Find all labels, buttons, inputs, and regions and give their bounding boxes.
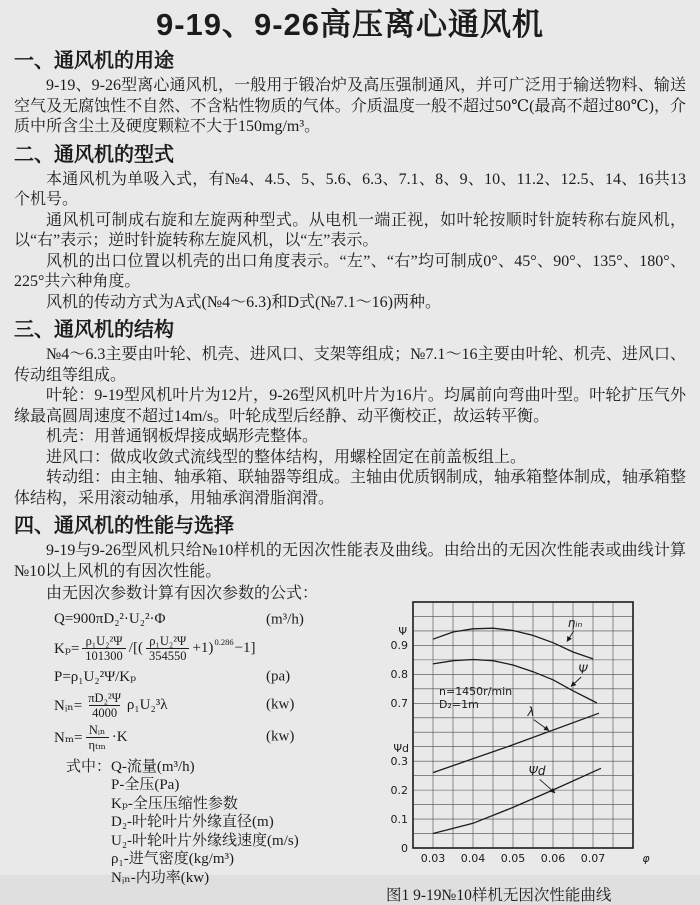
- where-item: Kₚ-全压压缩性参数: [111, 795, 238, 812]
- y-tick-label: 0.3: [390, 755, 408, 768]
- y-tick-label: 0.8: [390, 668, 408, 681]
- formula-nre-lhs: Nₘ=: [54, 729, 83, 746]
- y-axis-lower-label: Ψd: [393, 742, 409, 755]
- section-type-paragraph-3: 风机的出口位置以机壳的出口角度表示。“左”、“右”均可制成0°、45°、90°、135°、180°、225°共六种角度。: [14, 252, 686, 290]
- y-tick-label: 0.9: [390, 639, 408, 652]
- where-item: ρ₁-进气密度(kg/m³): [111, 851, 235, 867]
- formula-kp-fraction-1: $\frac{\text{ρ₁U₂²Ψ}}{101300}$: [82, 634, 126, 663]
- where-block: [66, 758, 380, 888]
- formula-kp-fraction-2: $\frac{\text{ρ₁U₂²Ψ}}{354550}$: [146, 634, 190, 663]
- where-item: Nᵢₙ-内功率(kw): [111, 869, 210, 886]
- section-performance-heading: 四、通风机的性能与选择: [14, 515, 234, 537]
- section-structure-paragraph-1: №4～6.3主要由叶轮、机壳、进风口、支架等组成；№7.1～16主要由叶轮、机壳、进风口、传动组等组成。: [14, 346, 686, 384]
- chart-annotation: n=1450r/min: [439, 685, 513, 699]
- y-tick-label: 0.1: [390, 813, 408, 826]
- x-axis-label: φ: [642, 852, 650, 865]
- formula-column: [14, 584, 380, 905]
- chart-series-psid: [433, 768, 601, 833]
- curve-label-arrow: [571, 677, 581, 687]
- section-structure: [14, 318, 686, 509]
- formula-kp: [54, 634, 380, 663]
- x-tick-label: 0.06: [540, 852, 566, 865]
- section-structure-paragraph-3: 机壳：用普通钢板焊接成蜗形壳整体。: [46, 428, 319, 445]
- chart-caption: 图1 9-19№10样机无因次性能曲线: [386, 887, 612, 904]
- where-item: P-全压(Pa): [111, 777, 180, 793]
- chart-annotation: D₂=1m: [439, 697, 479, 711]
- formula-nre-unit: (kw): [266, 728, 295, 745]
- x-tick-label: 0.04: [460, 852, 486, 865]
- where-intro: 式中：: [66, 758, 112, 775]
- formula-kp-tail: +1): [192, 639, 214, 656]
- section-usage-paragraph: 9-19、9-26型离心通风机，一般用于锻冶炉及高压强制通风，并可广泛用于输送物料、输送空气及无腐蚀性不自然、不含粘性物质的气体。介质温度一般不超过50℃(最高不超过80℃)，介质中所含尘土及硬度颗粒不大于150mg/m³。: [14, 77, 686, 135]
- section-type: [14, 143, 686, 314]
- doc-title: 9-19、9-26高压离心通风机: [155, 7, 545, 42]
- formula-kp-expression: [54, 634, 256, 663]
- section-usage: [14, 49, 686, 138]
- section-structure-paragraph-5: 转动组：由主轴、轴承箱、联轴器等组成。主轴由优质钢制成，轴承箱整体制成，轴承箱整体结构，采用滚动轴承，用轴承润滑脂润滑。: [14, 469, 687, 507]
- curve-label: Ψd: [528, 764, 546, 779]
- formula-p-expression: P=ρ₁U₂²Ψ/Kₚ: [54, 669, 137, 685]
- curve-label-arrow: [534, 720, 549, 731]
- formula-nin-rhs: ρ₁U₂³λ: [126, 696, 168, 713]
- section-usage-heading: 一、通风机的用途: [14, 50, 174, 72]
- formula-nin-unit: (kw): [266, 696, 295, 713]
- formula-kp-end: −1]: [234, 639, 256, 656]
- performance-chart: [380, 580, 680, 872]
- figure: [380, 580, 686, 905]
- x-tick-label: 0.05: [500, 852, 526, 865]
- formula-nre-fraction: $\frac{\text{Nᵢₙ}}{\text{ηₜₘ}}$: [86, 723, 109, 752]
- formula-kp-exponent: 0.286: [214, 637, 234, 647]
- section-structure-heading: 三、通风机的结构: [14, 319, 174, 341]
- formula-nre-expression: [54, 723, 128, 752]
- where-line-1: [66, 758, 380, 777]
- curve-label: Ψ: [578, 662, 588, 677]
- section-type-paragraph-2: 通风机可制成右旋和左旋两种型式。从电机一端正视，如叶轮按顺时针旋转称右旋风机，以“右”表示；逆时针旋转称左旋风机，以“左”表示。: [14, 211, 686, 249]
- y-tick-label: 0.7: [390, 697, 408, 710]
- y-axis-upper-label: Ψ: [398, 625, 407, 638]
- plot-frame: [413, 602, 633, 848]
- formula-q-unit: (m³/h): [266, 611, 304, 627]
- where-item: D₂-叶轮叶片外缘直径(m): [111, 814, 274, 830]
- formula-nre-rhs: ·K: [111, 728, 128, 745]
- curve-label: λ: [527, 704, 535, 719]
- formula-nre: [54, 723, 380, 752]
- formula-q-expression: Q=900πD₂²·U₂²·Φ: [54, 611, 166, 627]
- x-tick-label: 0.03: [420, 852, 446, 865]
- formula-nin-expression: [54, 691, 167, 720]
- formula-nin-lhs: Nᵢₙ=: [54, 697, 83, 714]
- where-item: Q-流量(m³/h): [111, 758, 195, 775]
- formula-intro: 由无因次参数计算有因次参数的公式：: [46, 585, 319, 602]
- section-type-heading: 二、通风机的型式: [14, 143, 174, 166]
- curve-label: ηᵢₙ: [567, 616, 583, 631]
- section-type-paragraph-4: 风机的传动方式为A式(№4～6.3)和D式(№7.1～16)两种。: [46, 293, 441, 311]
- section-performance: [14, 514, 686, 905]
- section-performance-paragraph-1: 9-19与9-26型风机只给№10样机的无因次性能表及曲线。由给出的无因次性能表或曲线计算№10以上风机的有因次性能。: [14, 542, 686, 580]
- section-structure-paragraph-2: 叶轮：9-19型风机叶片为12片，9-26型风机叶片为16片。均属前向弯曲叶型。叶轮扩压气外缘最高圆周速度不超过14m/s。叶轮成型后经静、动平衡校正，故运转平衡。: [14, 387, 686, 425]
- formula-nin-fraction: $\frac{\text{πD₂²Ψ}}{4000}$: [88, 690, 121, 720]
- formula-q: [54, 609, 380, 631]
- formula-nin: [54, 691, 380, 720]
- section-structure-paragraph-4: 进风口：做成收敛式流线型的整体结构，用螺栓固定在前盖板组上。: [46, 448, 527, 466]
- x-tick-label: 0.07: [580, 852, 606, 865]
- formula-kp-lhs: Kₚ=: [54, 640, 80, 657]
- chart-series-lambda: [433, 713, 599, 772]
- section-type-paragraph-1: 本通风机为单吸入式，有№4、4.5、5、5.6、6.3、7.1、8、9、10、11.2、12.5、14、16共13个机号。: [14, 170, 686, 208]
- formula-kp-mid: /[(: [128, 639, 143, 656]
- where-item: U₂-叶轮叶片外缘线速度(m/s): [111, 832, 299, 849]
- y-tick-label: 0.2: [390, 784, 408, 797]
- y-tick-label: 0: [401, 842, 408, 855]
- formula-p: [54, 666, 380, 688]
- formula-block: [54, 609, 380, 752]
- performance-columns: [14, 584, 686, 905]
- formula-p-unit: (pa): [266, 668, 291, 684]
